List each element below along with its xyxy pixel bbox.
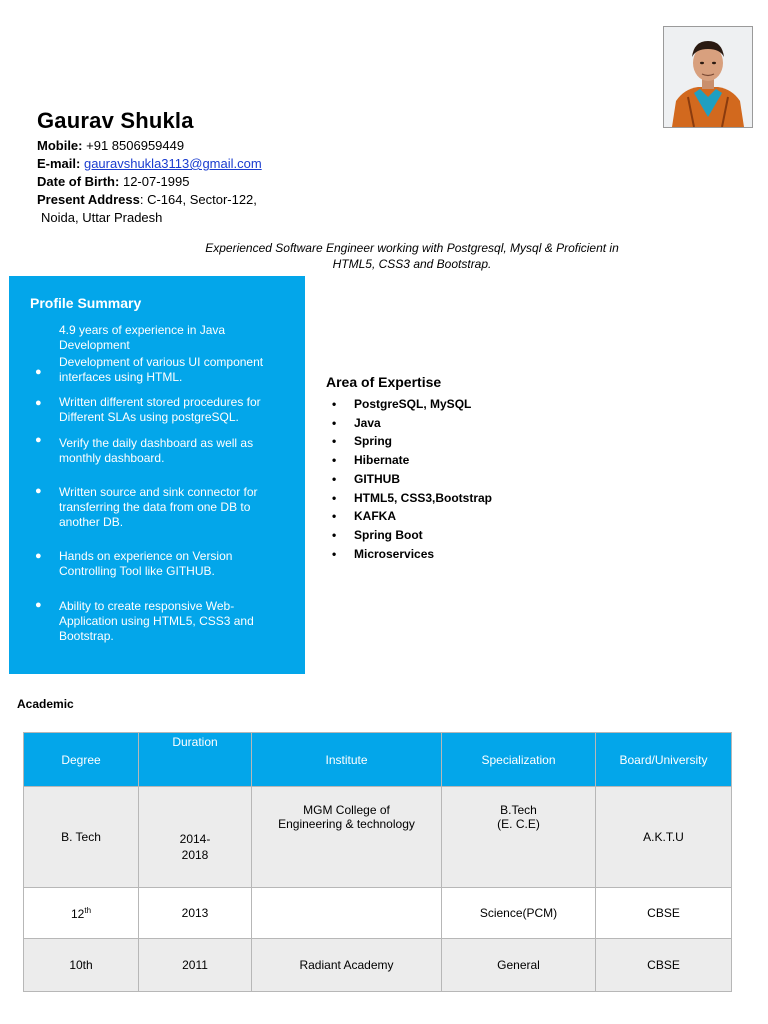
address-line — [37, 191, 262, 209]
person-photo-icon — [664, 27, 752, 127]
candidate-name: Gaurav Shukla — [37, 108, 194, 133]
objective-line1: Experienced Software Engineer working with Postgresql, Mysql & Proficient in — [205, 241, 619, 255]
objective-line2: HTML5, CSS3 and Bootstrap. — [332, 257, 492, 271]
profile-item: Ability to create responsive Web-Application using HTML5, CSS3 and Bootstrap. — [59, 599, 254, 643]
bullet-icon: ● — [35, 599, 42, 611]
header-duration: Duration — [139, 733, 252, 787]
spec-line2: (E. C.E) — [497, 817, 540, 831]
header-specialization: Specialization — [442, 733, 596, 787]
cell-specialization: Science(PCM) — [442, 888, 596, 939]
dob-value: 12-07-1995 — [122, 174, 190, 189]
header-board: Board/University — [596, 733, 732, 787]
objective-statement — [180, 240, 644, 272]
cell-institute — [252, 787, 442, 888]
duration-line2: 2018 — [181, 848, 209, 862]
expertise-item: • Spring Boot — [326, 526, 492, 545]
expertise-item: • Microservices — [326, 545, 492, 564]
profile-item: Written different stored procedures for Different SLAs using postgreSQL. — [59, 395, 261, 424]
bullet-icon: ● — [35, 550, 42, 562]
duration-line1: 2014- — [179, 832, 211, 846]
table-row — [24, 787, 732, 888]
table-header-row — [24, 733, 732, 787]
profile-item: Verify the daily dashboard as well as monthly dashboard. — [59, 436, 254, 465]
contact-block — [37, 137, 262, 227]
expertise-item: • HTML5, CSS3,Bootstrap — [326, 489, 492, 508]
cell-board: CBSE — [596, 939, 732, 992]
institute-line2: Engineering & technology — [278, 817, 415, 831]
mobile-label: Mobile: — [37, 138, 83, 153]
profile-item: Hands on experience on Version Controlling Tool like GITHUB. — [59, 549, 233, 578]
mobile-value: +91 8506959449 — [86, 138, 185, 153]
expertise-item: • GITHUB — [326, 470, 492, 489]
profile-summary-panel — [9, 276, 305, 674]
header-institute: Institute — [252, 733, 442, 787]
address-label: Present Address — [37, 192, 140, 207]
cell-board: A.K.T.U — [596, 787, 732, 888]
bullet-icon: ● — [35, 485, 42, 497]
address-value-line2: Noida, Uttar Pradesh — [41, 210, 163, 225]
degree-text: 12 — [70, 906, 85, 921]
address-value-line1: : C-164, Sector-122, — [139, 192, 257, 207]
email-label: E-mail: — [37, 156, 81, 171]
expertise-item: • KAFKA — [326, 507, 492, 526]
expertise-item: • Spring — [326, 432, 492, 451]
cell-duration: 2013 — [139, 888, 252, 939]
table-row — [24, 888, 732, 939]
email-line — [37, 155, 262, 173]
expertise-list — [326, 395, 492, 563]
header-degree: Degree — [24, 733, 139, 787]
bullet-icon: ● — [35, 397, 42, 409]
expertise-item: • Java — [326, 414, 492, 433]
institute-line1: MGM College of — [303, 803, 390, 817]
mobile-line — [37, 137, 262, 155]
academic-title: Academic — [17, 697, 74, 711]
expertise-item: • PostgreSQL, MySQL — [326, 395, 492, 414]
cell-duration — [139, 787, 252, 888]
expertise-section — [326, 374, 492, 563]
cell-duration: 2011 — [139, 939, 252, 992]
profile-item: 4.9 years of experience in Java Development — [59, 323, 226, 352]
bullet-icon: ● — [35, 366, 42, 378]
table-row — [24, 939, 732, 992]
profile-summary-title: Profile Summary — [30, 295, 142, 311]
dob-line — [37, 173, 262, 191]
spec-line1: B.Tech — [500, 803, 537, 817]
expertise-title: Area of Expertise — [326, 374, 442, 390]
profile-photo — [663, 26, 753, 128]
cell-specialization — [442, 787, 596, 888]
cell-institute — [252, 888, 442, 939]
cell-specialization: General — [442, 939, 596, 992]
profile-item: Written source and sink connector for transferring the data from one DB to another DB. — [59, 485, 258, 529]
academic-table — [23, 732, 732, 992]
cell-degree: 10th — [24, 939, 139, 992]
cell-institute: Radiant Academy — [252, 939, 442, 992]
cell-degree: B. Tech — [24, 787, 139, 888]
cell-degree — [24, 888, 139, 939]
email-link[interactable]: gauravshukla3113@gmail.com — [83, 156, 262, 171]
dob-label: Date of Birth: — [37, 174, 120, 189]
bullet-icon: ● — [35, 434, 42, 446]
degree-suffix: th — [84, 905, 92, 915]
expertise-item: • Hibernate — [326, 451, 492, 470]
cell-board: CBSE — [596, 888, 732, 939]
profile-item: Development of various UI component interfaces using HTML. — [59, 355, 264, 384]
